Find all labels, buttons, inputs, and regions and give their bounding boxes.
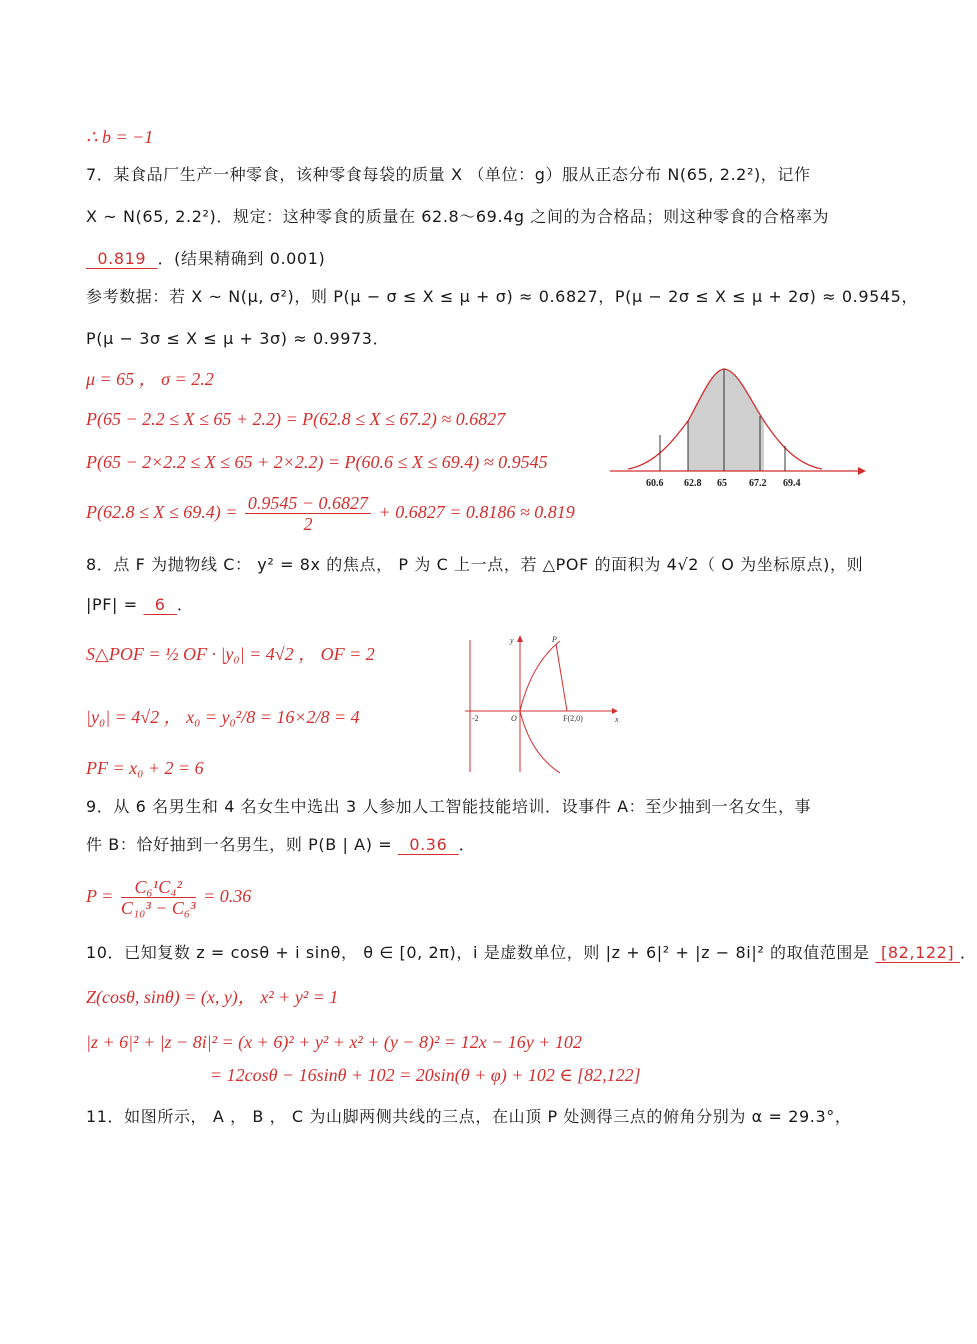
q10-suffix: ． <box>959 943 977 962</box>
q8-solution-line3: PF = x₀ + 2 = 6 <box>86 758 204 778</box>
q9-solution <box>86 872 251 920</box>
tick-67-2: 67.2 <box>749 478 767 489</box>
q7-answer: 0.819 <box>97 249 147 268</box>
tick-65: 65 <box>717 478 727 489</box>
origin-label: O <box>511 714 517 723</box>
y-label: y <box>510 636 514 645</box>
q10-solution-line3: = 12cosθ − 16sinθ + 102 = 20sin(θ + φ) + 102 ∈ [82,122] <box>210 1065 641 1085</box>
q8-solution-line2: |y₀| = 4√2 ， x₀ = y₀²/8 = 16×2/8 = 4 <box>86 707 360 727</box>
q7-line3 <box>86 248 325 270</box>
q7-reference-line1: 参考数据：若 X ~ N(μ, σ²)，则 P(μ − σ ≤ X ≤ μ + σ) ≈ 0.6827，P(μ − 2σ ≤ X ≤ μ + 2σ) ≈ 0.9545， <box>86 287 919 306</box>
q7-solution-line4 <box>86 490 575 534</box>
q7-line2: X ~ N(65, 2.2²)．规定：这种零食的质量在 62.8～69.4g 之间的为合格品；则这种零食的合格率为 <box>86 207 830 226</box>
q7-sol4-fraction <box>245 493 371 534</box>
q7-solution-line3: P(65 − 2×2.2 ≤ X ≤ 65 + 2×2.2) = P(60.6 ≤ X ≤ 69.4) ≈ 0.9545 <box>86 452 548 472</box>
q7-note: ．(结果精确到 0.001) <box>157 249 326 268</box>
parabola-curve <box>520 641 560 773</box>
q7-sol4-denominator: 2 <box>303 514 313 535</box>
x-label: x <box>615 715 619 724</box>
q9-answer: 0.36 <box>409 835 448 854</box>
q8-answer: 6 <box>154 595 166 614</box>
q8-prefix: |PF| = <box>86 595 138 614</box>
parabola-figure <box>455 632 630 774</box>
q9-line1: 9．从 6 名男生和 4 名女生中选出 3 人参加人工智能技能培训．设事件 A：至少抽到一名女生，事 <box>86 797 812 816</box>
q7-answer-blank <box>86 249 158 268</box>
q8-answer-blank <box>143 595 177 614</box>
q8-line1: 8．点 F 为抛物线 C： y² = 8x 的焦点， P 为 C 上一点，若 △POF 的面积为 4√2（ O 为坐标原点)，则 <box>86 555 864 574</box>
q7-reference-line2: P(μ − 3σ ≤ X ≤ μ + 3σ) ≈ 0.9973． <box>86 329 390 348</box>
segment-pf <box>556 644 567 711</box>
q11-line1: 11．如图所示， A ， B ， C 为山脚两侧共线的三点，在山顶 P 处测得三点的俯角分别为 α = 29.3°， <box>86 1107 852 1126</box>
q8-line2 <box>86 594 194 616</box>
tick-69-4: 69.4 <box>783 478 801 489</box>
prev-conclusion: ∴ b = −1 <box>86 127 154 147</box>
q8-solution-line1: S△POF = ½ OF · |y₀| = 4√2 ， OF = 2 <box>86 644 375 664</box>
q7-line1: 7．某食品厂生产一种零食，该种零食每袋的质量 X （单位：g）服从正态分布 N(65, 2.2²)，记作 <box>86 165 811 184</box>
q7-sol4-left: P(62.8 ≤ X ≤ 69.4) = <box>86 502 238 522</box>
tick-62-8: 62.8 <box>684 478 702 489</box>
q9-sol-numerator: C₆¹C₄² <box>121 877 196 898</box>
q10-answer: [82,122] <box>881 943 955 962</box>
focus-label: F(2,0) <box>563 714 583 723</box>
p-label: P <box>552 635 557 644</box>
shaded-region <box>688 369 764 471</box>
q10-answer-blank <box>875 943 960 962</box>
y-axis-arrow <box>517 635 523 642</box>
q7-solution-line1: μ = 65 ， σ = 2.2 <box>86 369 214 389</box>
q7-sol4-numerator: 0.9545 − 0.6827 <box>245 493 371 514</box>
q10-solution-line2: |z + 6|² + |z − 8i|² = (x + 6)² + y² + x² + (y − 8)² = 12x − 16y + 102 <box>86 1032 582 1052</box>
q9-sol-right: = 0.36 <box>203 886 252 906</box>
q9-prefix: 件 B：恰好抽到一名男生，则 P(B | A) = <box>86 835 393 854</box>
q7-sol4-right: + 0.6827 = 0.8186 ≈ 0.819 <box>378 502 575 522</box>
q8-suffix: ． <box>176 595 194 614</box>
q9-answer-blank <box>398 835 459 854</box>
q9-line2 <box>86 834 475 856</box>
q9-sol-left: P = <box>86 886 114 906</box>
normal-distribution-figure <box>600 360 870 495</box>
neg-two-label: -2 <box>472 714 479 723</box>
x-axis-arrow <box>858 467 866 475</box>
q9-sol-denominator: C₁₀³ − C₆³ <box>120 898 196 919</box>
q9-sol-fraction <box>121 877 196 918</box>
q10-prefix: 10．已知复数 z = cosθ + i sinθ， θ ∈ [0, 2π)，i 是虚数单位，则 |z + 6|² + |z − 8i|² 的取值范围是 <box>86 943 870 962</box>
q9-suffix: ． <box>458 835 476 854</box>
q10-solution-line1: Z(cosθ, sinθ) = (x, y)， x² + y² = 1 <box>86 987 339 1007</box>
x-axis-arrow <box>612 708 618 714</box>
q7-solution-line2: P(65 − 2.2 ≤ X ≤ 65 + 2.2) = P(62.8 ≤ X ≤ 67.2) ≈ 0.6827 <box>86 409 506 429</box>
q10-line1 <box>86 942 977 964</box>
tick-60-6: 60.6 <box>646 478 664 489</box>
